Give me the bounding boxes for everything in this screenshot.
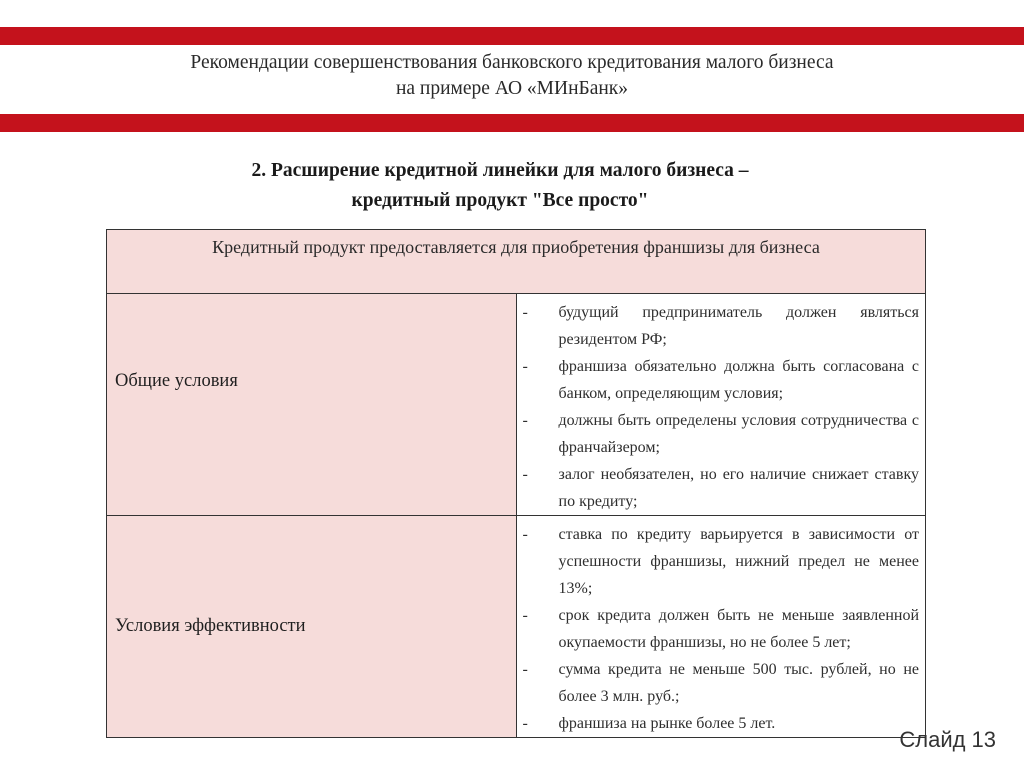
row-label-general-conditions: [107, 294, 517, 516]
list-item: - ставка по кредиту варьируется в зависимости от успешности франшизы, нижний предел не менее 13%;: [523, 521, 920, 602]
slide-number-value: 13: [971, 727, 996, 752]
table-caption: Кредитный продукт предоставляется для приобретения франшизы для бизнеса: [107, 230, 926, 294]
row-label-text: Условия эффективности: [115, 615, 306, 636]
list-item: - залог необязателен, но его наличие снижает ставку по кредиту;: [523, 461, 920, 515]
list-item: - франшиза на рынке более 5 лет.: [523, 710, 920, 737]
row-label-efficiency-conditions: [107, 516, 517, 738]
list-item: - должны быть определены условия сотрудничества с франчайзером;: [523, 407, 920, 461]
slide-number-label: Слайд: [899, 727, 966, 752]
section-heading-line-1: 2. Расширение кредитной линейки для малого бизнеса –: [251, 160, 749, 181]
top-red-band: [0, 27, 1024, 45]
bottom-red-band: [0, 114, 1024, 132]
general-conditions-list: [523, 299, 920, 515]
slide-title: [0, 50, 1024, 102]
table-row: [107, 294, 926, 516]
section-heading: [0, 156, 1000, 216]
efficiency-conditions-list-cell: [516, 516, 926, 738]
slide-title-line-1: Рекомендации совершенствования банковского кредитования малого бизнеса: [190, 52, 834, 73]
table-caption-row: [107, 230, 926, 294]
table-row: [107, 516, 926, 738]
list-item: - срок кредита должен быть не меньше заявленной окупаемости франшизы, но не более 5 лет;: [523, 602, 920, 656]
general-conditions-list-cell: [516, 294, 926, 516]
efficiency-conditions-list: [523, 521, 920, 737]
slide-number: [899, 727, 996, 753]
conditions-table: [106, 229, 926, 738]
slide-title-line-2: на примере АО «МИнБанк»: [395, 78, 629, 99]
section-heading-line-2: кредитный продукт "Все просто": [351, 190, 649, 211]
list-item: - франшиза обязательно должна быть согласована с банком, определяющим условия;: [523, 353, 920, 407]
list-item: - сумма кредита не меньше 500 тыс. рублей, но не более 3 млн. руб.;: [523, 656, 920, 710]
row-label-text: Общие условия: [115, 370, 238, 391]
list-item: - будущий предприниматель должен являться резидентом РФ;: [523, 299, 920, 353]
